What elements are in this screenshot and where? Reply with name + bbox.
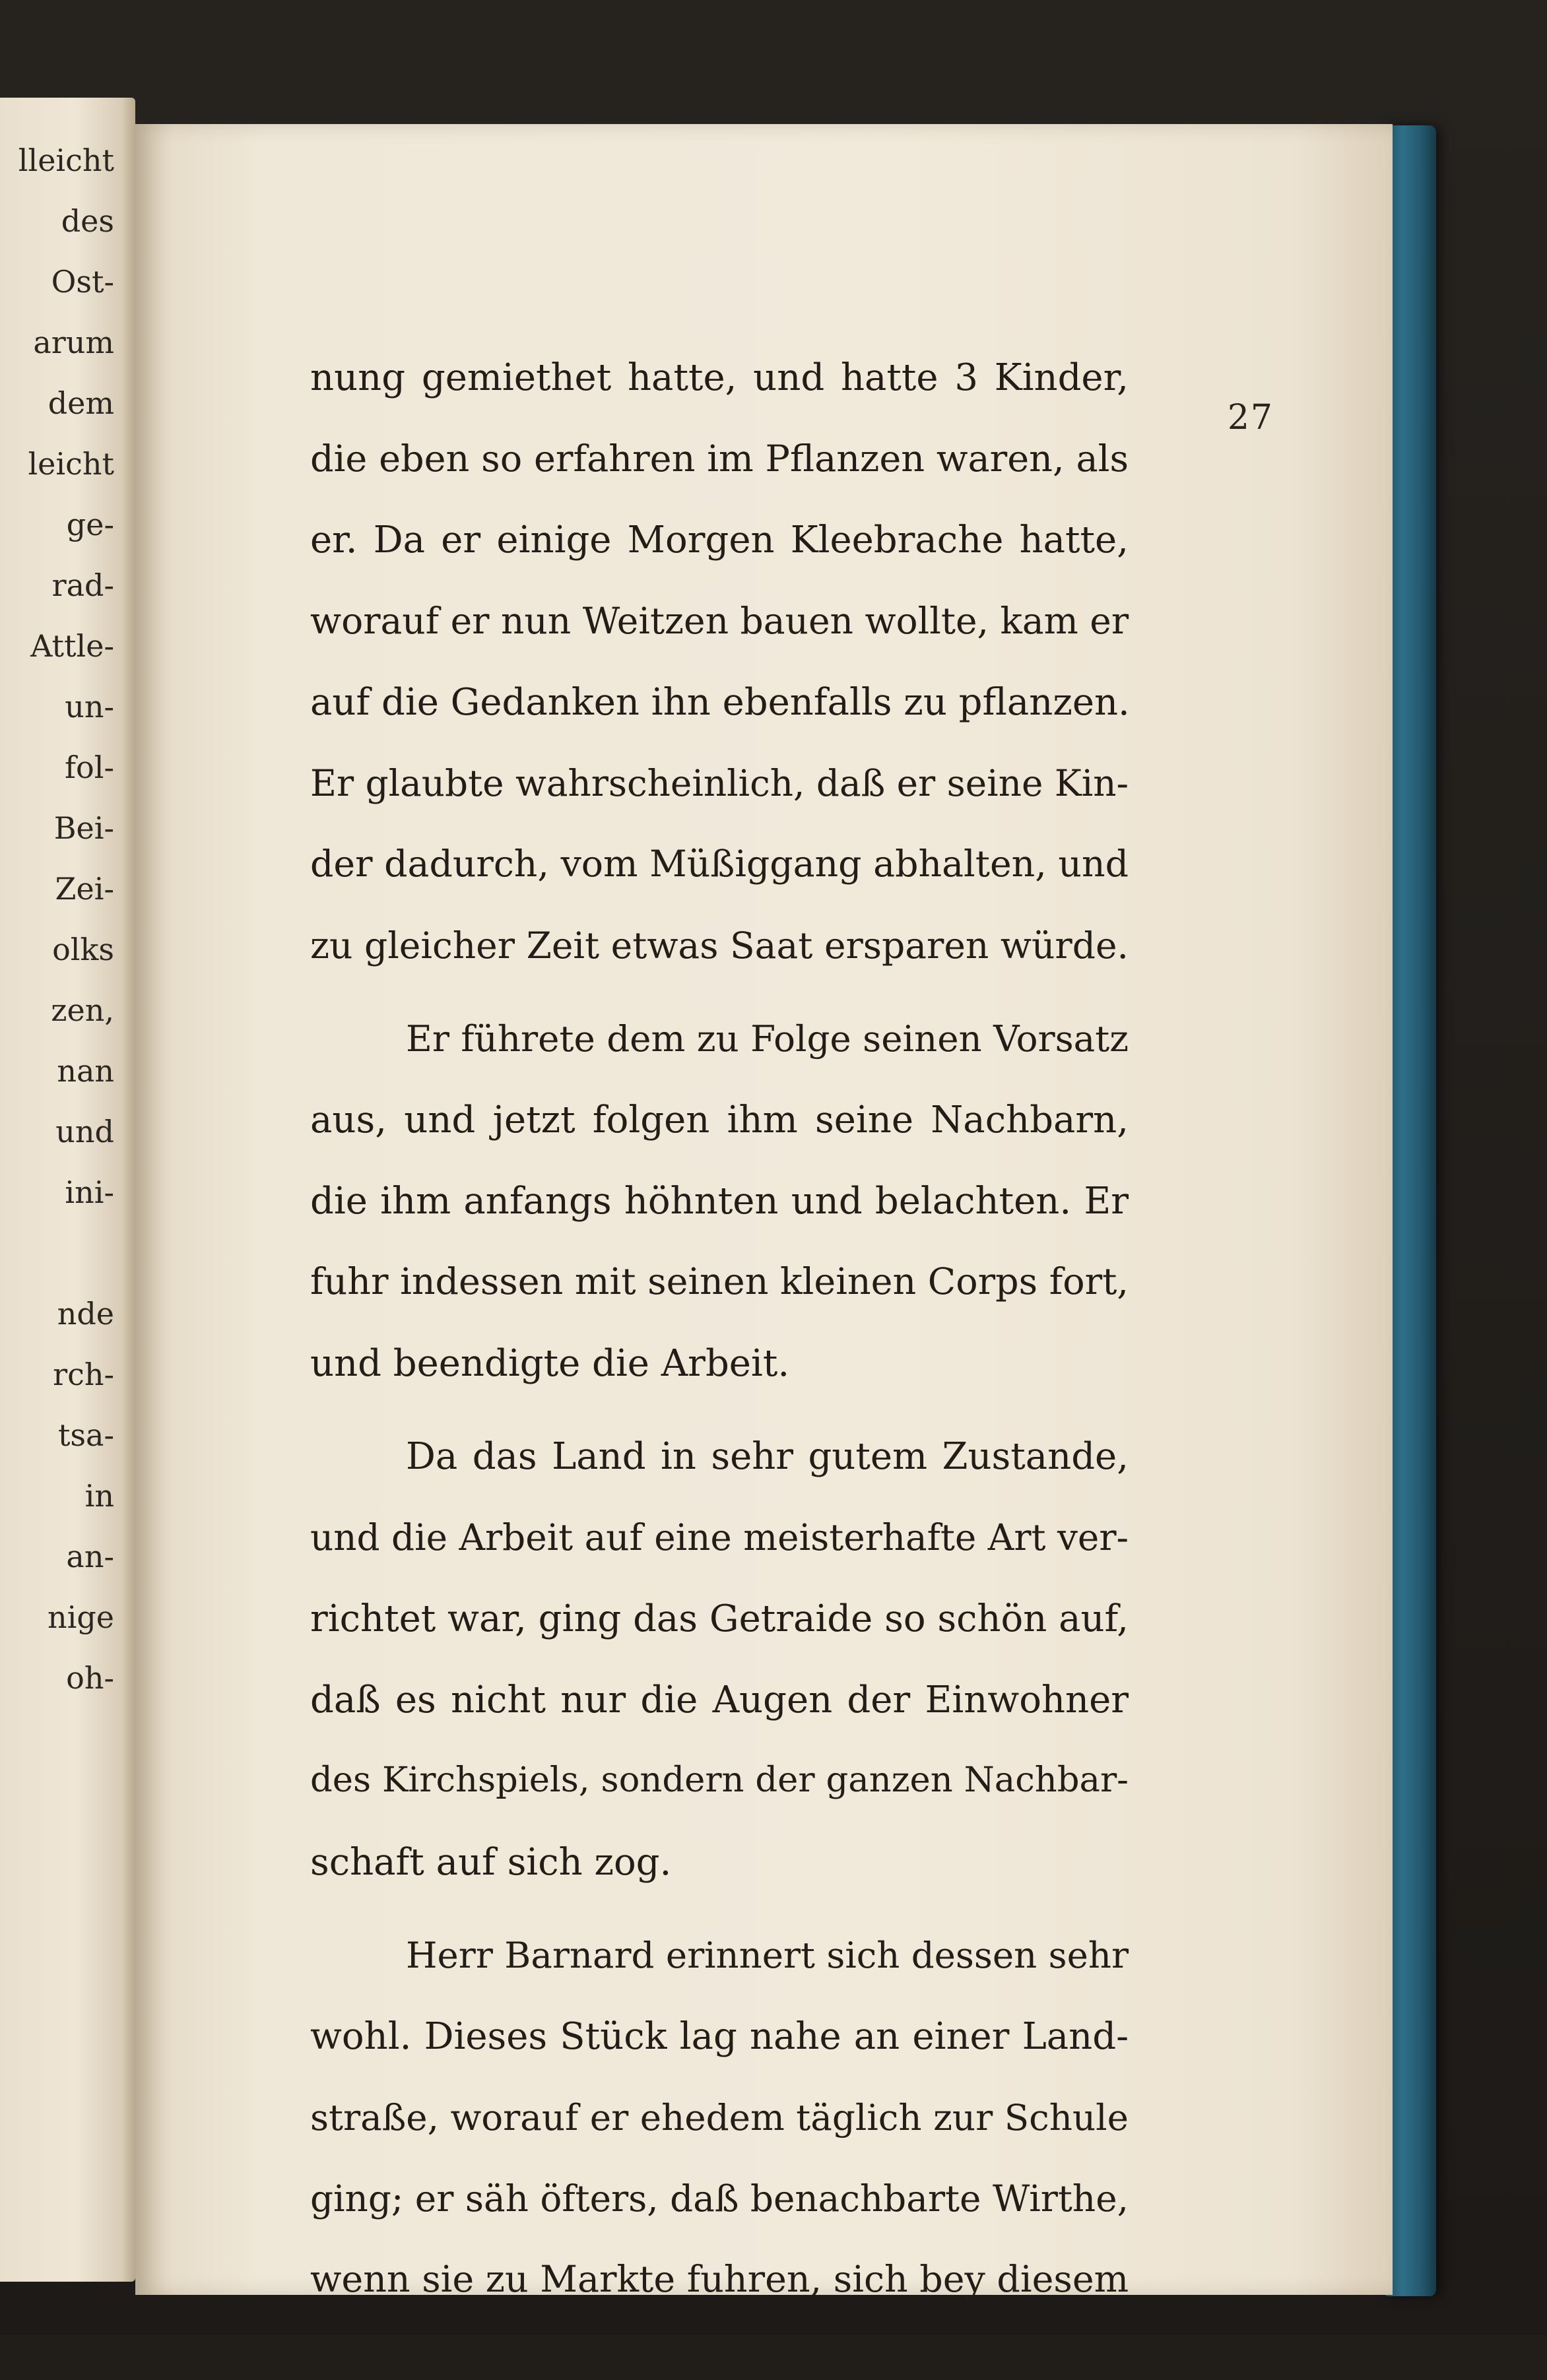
text-line: worauf er nun Weitzen bauen wollte, kam er (310, 600, 1129, 642)
facing-page-fragment: ini- (65, 1174, 114, 1210)
facing-page-fragment: oh- (66, 1660, 114, 1696)
facing-page-fragment: nde (57, 1296, 114, 1332)
text-line: fuhr indessen mit seinen kleinen Corps fort, (310, 1261, 1129, 1303)
text-line: die ihm anfangs höhnten und belachten. Er (310, 1180, 1129, 1223)
text-line: ging; er säh öfters, daß benachbarte Wirthe, (310, 2177, 1129, 2220)
facing-page-fragment: Attle- (30, 628, 114, 664)
text-line: er. Da er einige Morgen Kleebrache hatte, (310, 519, 1129, 562)
facing-page-fragment: arum (33, 325, 114, 360)
text-line: aus, und jetzt folgen ihm seine Nachbarn, (310, 1099, 1129, 1142)
facing-page-fragment: rad- (51, 567, 114, 603)
facing-page-fragment: ge- (66, 507, 114, 542)
facing-page-fragment: lleicht (18, 143, 114, 178)
text-line: daß es nicht nur die Augen der Einwohner (310, 1679, 1129, 1721)
text-line: straße, worauf er ehedem täglich zur Schule (310, 2096, 1129, 2139)
facing-page-fragment: dem (48, 385, 114, 421)
facing-page-fragment: Zei- (55, 871, 114, 907)
facing-page-fragment: an- (66, 1539, 114, 1574)
facing-page-fragment: nan (57, 1053, 114, 1089)
text-line: richtet war, ging das Getraide so schön auf, (310, 1597, 1129, 1640)
facing-page-fragment: zen, (51, 992, 114, 1028)
text-line: auf die Gedanken ihn ebenfalls zu pflanzen. (310, 681, 1130, 724)
facing-page-fragment: Bei- (53, 810, 114, 846)
facing-page-fragment: un- (65, 689, 114, 724)
page-number: 27 (1227, 398, 1274, 437)
text-line: und die Arbeit auf eine meisterhafte Art ver- (310, 1516, 1129, 1559)
text-line: wohl. Dieses Stück lag nahe an einer Land- (310, 2015, 1129, 2058)
text-line: schaft auf sich zog. (310, 1841, 672, 1884)
text-line: Herr Barnard erinnert sich dessen sehr (406, 1934, 1129, 1976)
facing-page-fragment: tsa- (57, 1417, 114, 1453)
text-line: Er glaubte wahrscheinlich, daß er seine Kin- (310, 762, 1129, 804)
facing-page-fragment: olks (52, 932, 114, 967)
facing-page-fragment: fol- (65, 750, 114, 785)
facing-page-fragment: Ost- (51, 264, 114, 300)
text-line: wenn sie zu Markte fuhren, sich bey diesem (310, 2259, 1129, 2301)
facing-page-edge (0, 98, 135, 2282)
text-line: Da das Land in sehr gutem Zustande, (406, 1435, 1129, 1478)
facing-page-fragment: leicht (28, 446, 114, 482)
text-line: Stück verweilten, und selbst hineingingen, um (310, 2340, 1129, 2380)
text-line: und beendigte die Arbeit. (310, 1342, 790, 1385)
text-line: der dadurch, vom Müßiggang abhalten, und (310, 843, 1129, 885)
text-line: Er führete dem zu Folge seinen Vorsatz (406, 1017, 1129, 1060)
facing-page-fragment: nige (47, 1599, 114, 1635)
text-line: die eben so erfahren im Pflanzen waren, als (310, 437, 1129, 480)
facing-page-fragment: in (84, 1478, 114, 1514)
text-line: zu gleicher Zeit etwas Saat ersparen würde. (310, 924, 1129, 967)
facing-page-fragment: des (61, 203, 114, 239)
text-line: des Kirchspiels, sondern der ganzen Nachbar- (310, 1760, 1129, 1800)
text-line: nung gemiethet hatte, und hatte 3 Kinder, (310, 356, 1129, 399)
facing-page-fragment: rch- (53, 1357, 114, 1392)
facing-page-fragment: und (55, 1114, 114, 1149)
